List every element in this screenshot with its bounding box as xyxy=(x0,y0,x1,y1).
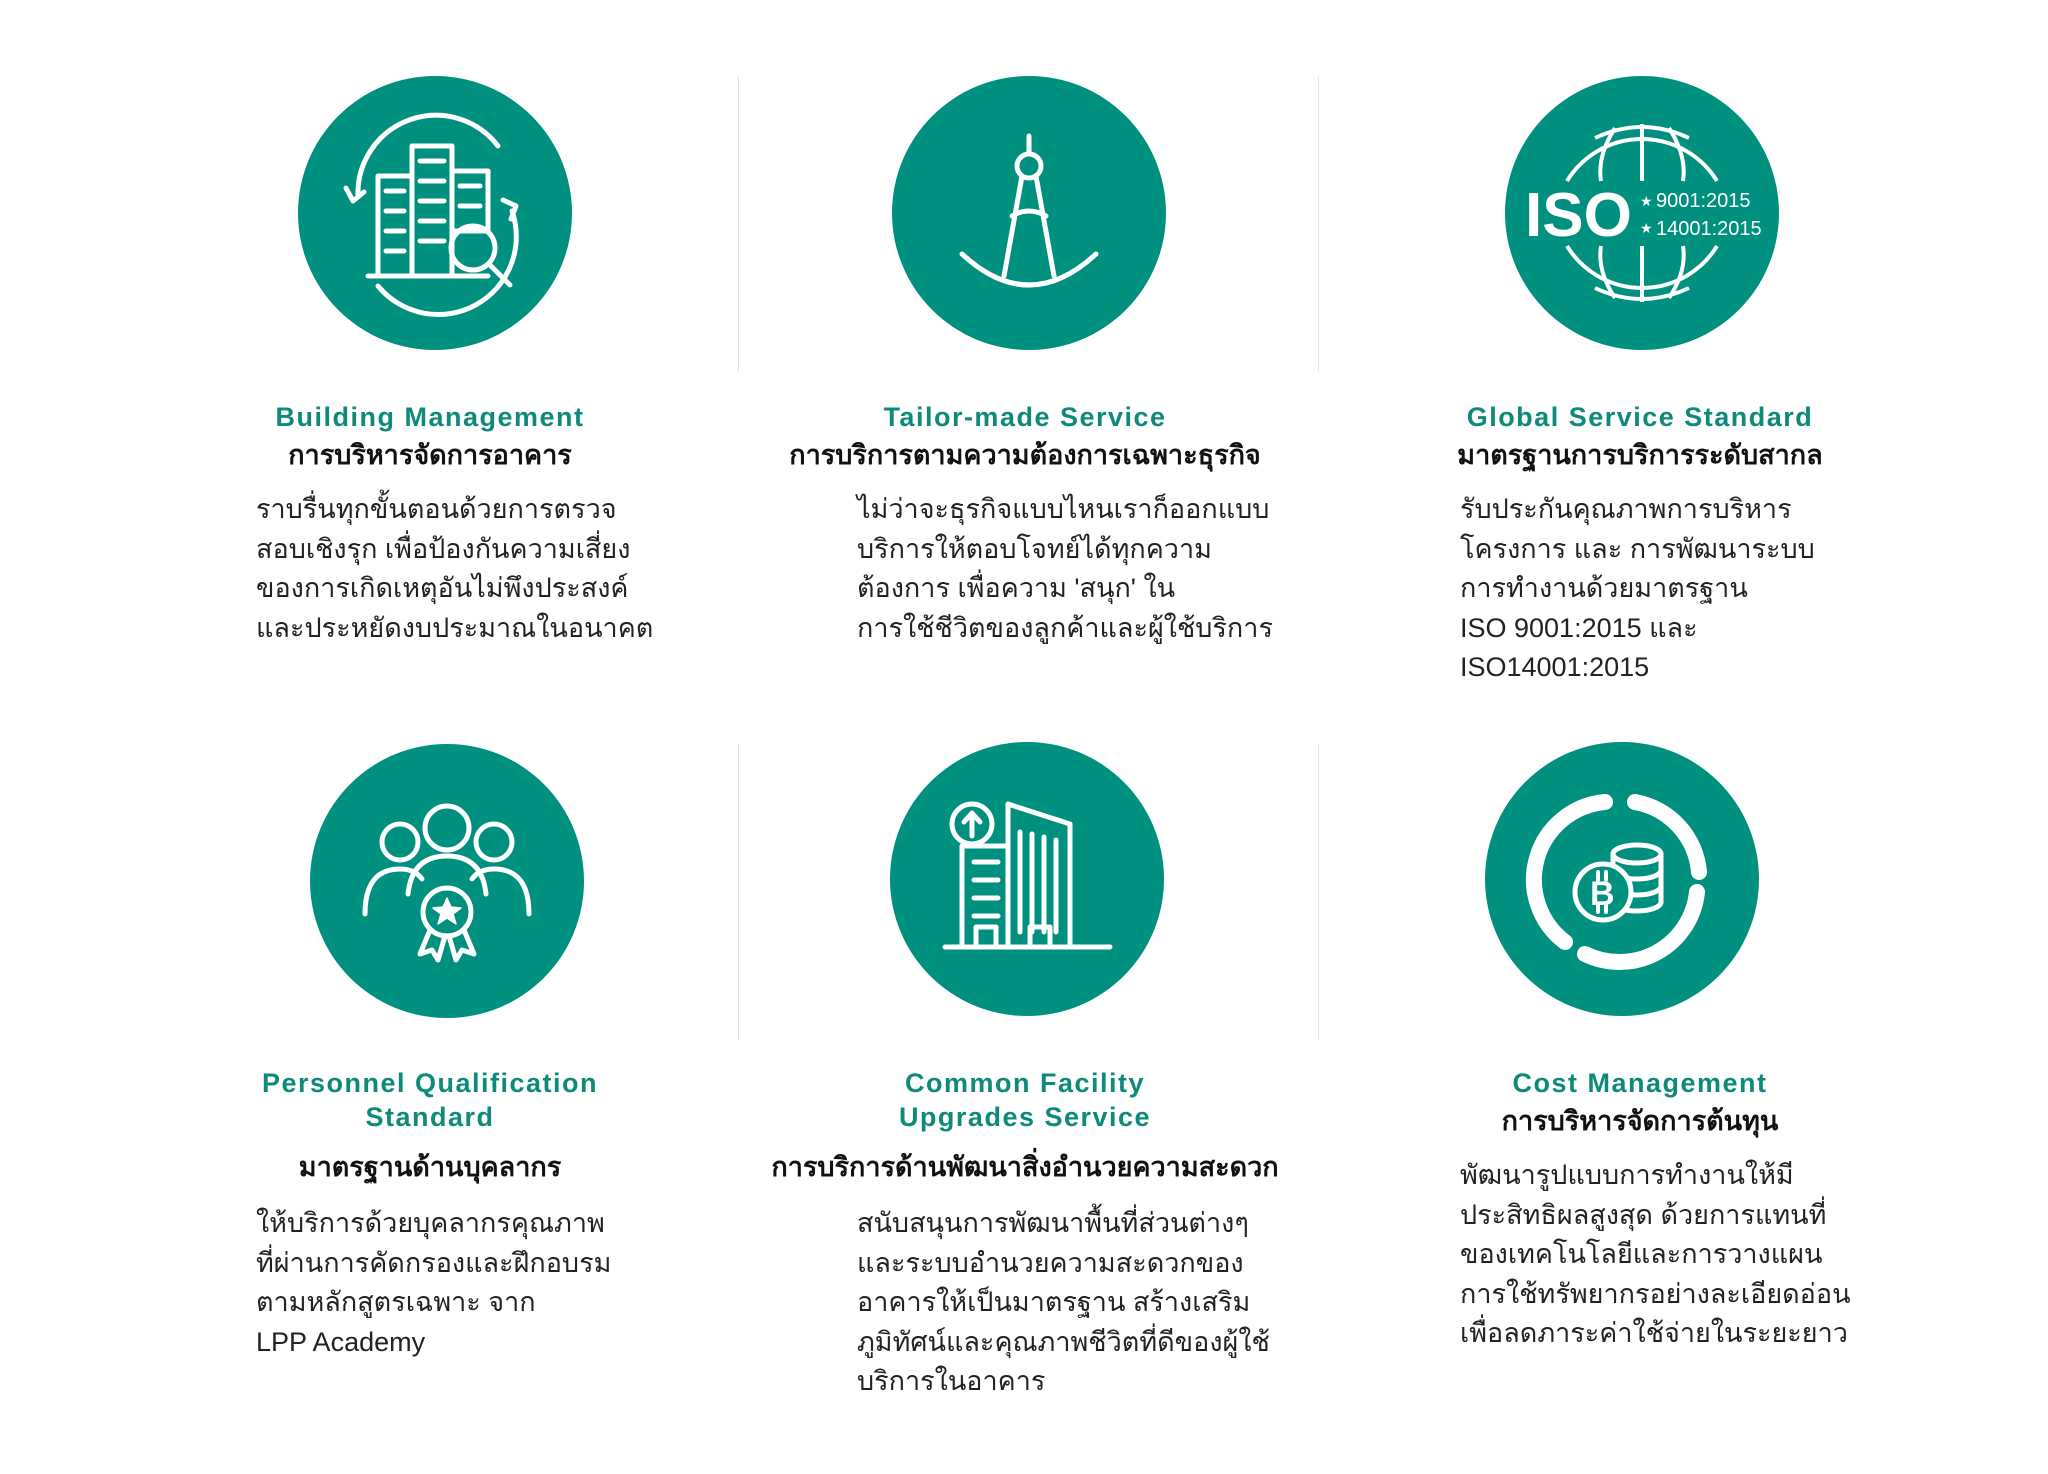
feature-title-th: การบริหารจัดการอาคาร xyxy=(288,440,572,470)
description-line: ของการเกิดเหตุอันไม่พึงประสงค์ xyxy=(256,573,629,603)
description-line: โครงการ และ การพัฒนาระบบ xyxy=(1460,533,1815,564)
description-line: การใช้ชีวิตของลูกค้าและผู้ใช้บริการ xyxy=(857,612,1273,643)
description-line: ISO 9001:2015 และ xyxy=(1460,612,1698,643)
feature-title-en: Tailor-made Service xyxy=(883,402,1167,432)
description-line: และประหยัดงบประมาณในอนาคต xyxy=(256,612,654,643)
description-line: ประสิทธิผลสูงสุด ด้วยการแทนที่ xyxy=(1460,1199,1827,1230)
feature-title-th: การบริหารจัดการต้นทุน xyxy=(1501,1106,1779,1136)
description-line: บริการให้ตอบโจทย์ได้ทุกความ xyxy=(857,533,1212,564)
description-line: บริการในอาคาร xyxy=(857,1366,1046,1396)
feature-title-en: Personnel Qualification Standard xyxy=(261,1068,599,1132)
icon-circle xyxy=(298,76,572,350)
compass-icon xyxy=(892,76,1166,350)
description-line: ตามหลักสูตรเฉพาะ จาก xyxy=(256,1287,536,1317)
description-line: สอบเชิงรุก เพื่อป้องกันความเสี่ยง xyxy=(256,533,631,564)
description-line: สนับสนุนการพัฒนาพื้นที่ส่วนต่างๆ xyxy=(857,1208,1249,1238)
description-line: ไม่ว่าจะธุรกิจแบบไหนเราก็ออกแบบ xyxy=(857,494,1270,524)
description-line: พัฒนารูปแบบการทำงานให้มี xyxy=(1460,1160,1794,1190)
icon-circle xyxy=(1485,742,1759,1016)
feature-description xyxy=(1460,1156,1851,1354)
feature-title-en: Common Facility Upgrades Service xyxy=(898,1068,1152,1132)
svg-text:B: B xyxy=(1590,875,1615,913)
divider xyxy=(738,744,739,1040)
icon-circle xyxy=(892,76,1166,350)
divider xyxy=(1318,76,1319,372)
description-line: รับประกันคุณภาพการบริหาร xyxy=(1460,494,1792,524)
description-line: เพื่อลดภาระค่าใช้จ่ายในระยะยาว xyxy=(1460,1318,1848,1348)
iso-label: ISO xyxy=(1525,181,1632,250)
description-line: ISO14001:2015 xyxy=(1460,652,1650,682)
description-line: ของเทคโนโลยีและการวางแผน xyxy=(1460,1239,1823,1269)
icon-circle xyxy=(1505,76,1779,350)
description-line: ภูมิทัศน์และคุณภาพชีวิตที่ดีของผู้ใช้ xyxy=(857,1326,1270,1357)
description-line: การใช้ทรัพยากรอย่างละเอียดอ่อน xyxy=(1460,1278,1851,1309)
feature-title-en: Global Service Standard xyxy=(1466,402,1814,432)
feature-description xyxy=(857,490,1273,648)
divider xyxy=(1318,744,1319,1040)
feature-title-th: การบริการด้านพัฒนาสิ่งอำนวยความสะดวก xyxy=(771,1152,1279,1182)
description-line: LPP Academy xyxy=(256,1326,426,1357)
description-line: ที่ผ่านการคัดกรองและฝึกอบรม xyxy=(256,1247,612,1278)
building-upgrade-icon xyxy=(890,742,1164,1016)
svg-text:★: ★ xyxy=(1640,194,1653,210)
feature-title-en: Cost Management xyxy=(1512,1068,1768,1098)
feature-title-th: การบริการตามความต้องการเฉพาะธุรกิจ xyxy=(789,440,1261,470)
feature-title-th: มาตรฐานการบริการระดับสากล xyxy=(1457,440,1823,470)
description-line: อาคารให้เป็นมาตรฐาน สร้างเสริม xyxy=(857,1287,1251,1317)
divider xyxy=(738,76,739,372)
svg-text:★: ★ xyxy=(1640,221,1653,237)
people-award-icon xyxy=(310,744,584,1018)
feature-description xyxy=(256,490,653,648)
cost-coin-icon xyxy=(1485,742,1759,1016)
iso-standard-2: 14001:2015 xyxy=(1656,218,1762,240)
icon-circle xyxy=(310,744,584,1018)
description-line: ต้องการ เพื่อความ 'สนุก' ใน xyxy=(857,573,1176,603)
feature-title-en: Building Management xyxy=(275,402,585,432)
feature-description xyxy=(256,1204,611,1362)
iso-globe-icon xyxy=(1505,76,1779,350)
iso-standard-1: 9001:2015 xyxy=(1656,190,1751,212)
feature-title-th: มาตรฐานด้านบุคลากร xyxy=(298,1152,562,1182)
description-line: ราบรื่นทุกขั้นตอนด้วยการตรวจ xyxy=(256,494,617,524)
feature-description xyxy=(1460,490,1815,688)
building-management-icon xyxy=(298,76,572,350)
description-line: และระบบอำนวยความสะดวกของ xyxy=(857,1247,1244,1278)
description-line: ให้บริการด้วยบุคลากรคุณภาพ xyxy=(256,1208,605,1238)
feature-description xyxy=(857,1204,1270,1402)
description-line: การทำงานด้วยมาตรฐาน xyxy=(1460,573,1748,603)
icon-circle xyxy=(890,742,1164,1016)
